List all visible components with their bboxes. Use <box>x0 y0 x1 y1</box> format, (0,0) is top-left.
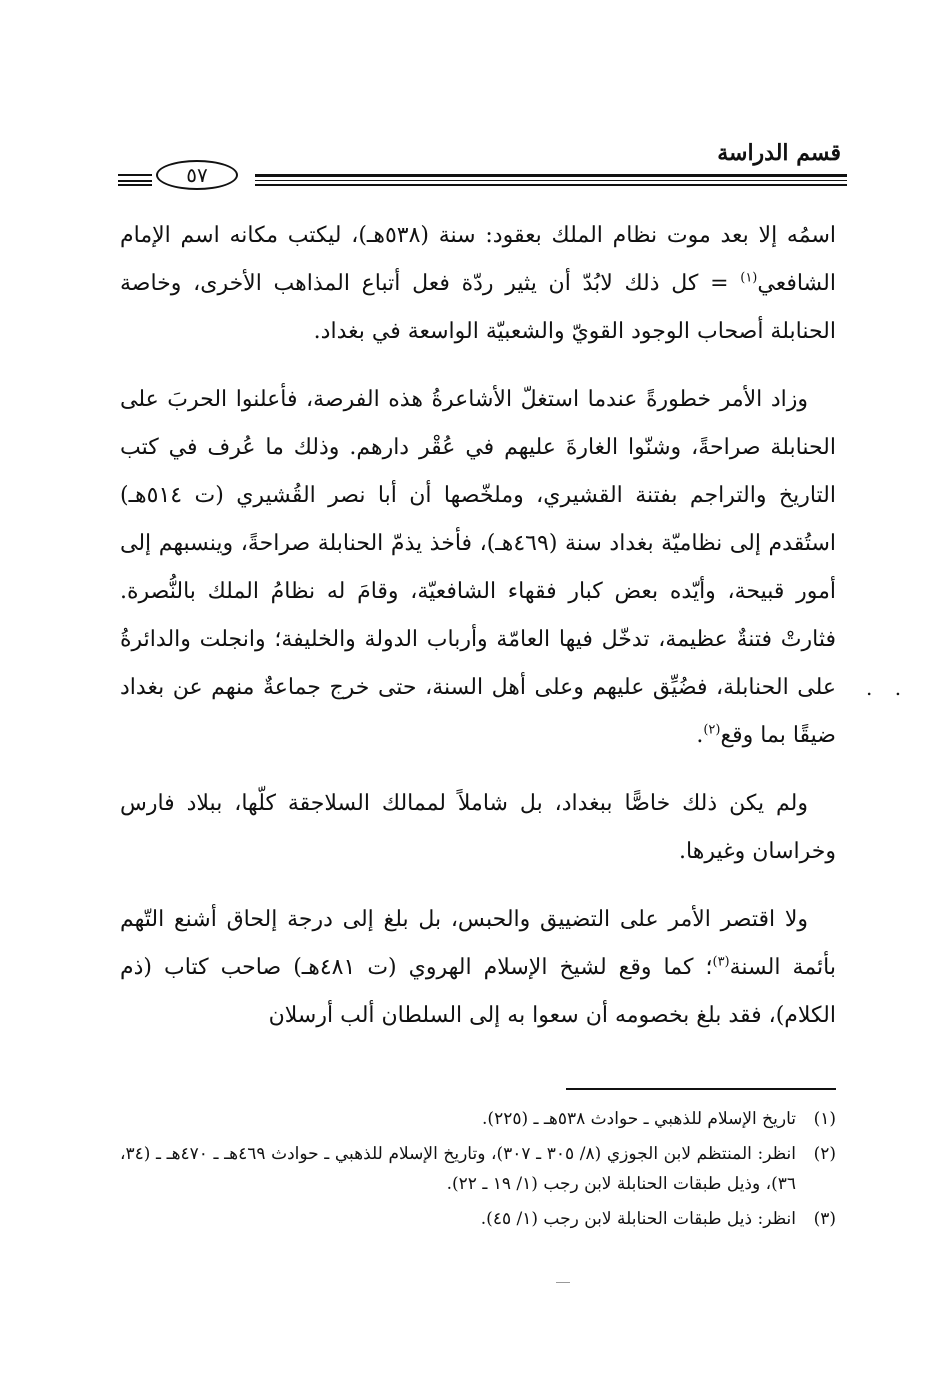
paragraph-text: . <box>696 723 704 748</box>
paragraph-4 <box>120 896 836 1040</box>
header-rule <box>118 174 152 176</box>
paragraph-text: = كل ذلك لابُدّ أن يثير ردّة فعل أتباع المذاهب الأخرى، وخاصة الحنابلة أصحاب الوجود القويّ والشعبيّة الواسعة في بغداد. <box>120 271 836 344</box>
footnote-separator <box>566 1088 836 1090</box>
paragraph-2 <box>120 376 836 760</box>
paragraph-text: ولا اقتصر الأمر على التضييق والحبس، بل بلغ إلى درجة إلحاق أشنع التّهم بأئمة السنة <box>120 907 836 980</box>
footnote-number: (٢) <box>813 1144 836 1164</box>
footnote-ref-3[interactable]: (٣) <box>712 954 730 970</box>
header-rule <box>255 180 847 181</box>
footnote-ref-2[interactable]: (٢) <box>703 722 721 738</box>
page-number: ٥٧ <box>156 160 238 190</box>
header-rule <box>255 174 847 177</box>
margin-mark: . . <box>866 676 910 700</box>
header-rule <box>118 184 152 186</box>
footnote-2 <box>120 1139 836 1199</box>
footnote-1 <box>120 1104 836 1134</box>
footnote-3 <box>120 1204 836 1234</box>
footnotes <box>120 1104 836 1239</box>
paragraph-3: ولم يكن ذلك خاصًّا ببغداد، بل شاملاً لممالك السلاجقة كلّها، ببلاد فارس وخراسان وغيرها. <box>120 791 836 864</box>
footnote-ref-1[interactable]: (١) <box>740 270 758 286</box>
scan-mark <box>556 1282 570 1283</box>
header-rule <box>255 184 847 186</box>
paragraph-1 <box>120 212 836 356</box>
footnote-number: (١) <box>813 1109 836 1129</box>
body-text <box>120 212 836 1060</box>
footnote-number: (٣) <box>813 1209 836 1229</box>
footnote-text: انظر: المنتظم لابن الجوزي (٨/ ٣٠٥ ـ ٣٠٧)، وتاريخ الإسلام للذهبي ـ حوادث ٤٦٩هـ ـ ٤٧٠هـ ـ (٣٤، ٣٦)، وذيل طبقات الحنابلة لابن رجب (١/ ١٩ ـ ٢٢). <box>120 1144 796 1194</box>
paragraph-text: ؛ كما وقع لشيخ الإسلام الهروي (ت ٤٨١هـ) صاحب كتاب (ذم الكلام)، فقد بلغ بخصومه أن سعوا به إلى السلطان ألب أرسلان <box>120 955 836 1028</box>
paragraph-text: وزاد الأمر خطورةً عندما استغلّ الأشاعرةُ هذه الفرصة، فأعلنوا الحربَ على الحنابلة صراحةً، وشنّوا الغارةَ عليهم في عُقْر دارهم. وذلك ما عُرف في كتب التاريخ والتراجم بفتنة القشيري، وملخّصها أن أبا نصر القُشيري (ت ٥١٤هـ) استُقدم إلى نظاميّة بغداد سنة (٤٦٩هـ)، فأخذ يذمّ الحنابلة صراحةً، وينسبهم إلى أمور قبيحة، وأيّده بعض كبار فقهاء الشافعيّة، وقامَ له نظامُ الملك بالنُّصرة. فثارتْ فتنةٌ عظيمة، تدخّل فيها العامّة وأرباب الدولة والخليفة؛ وانجلت والدائرةُ على الحنابلة، فضُيِّق عليهم وعلى أهل السنة، حتى خرج جماعةٌ منهم عن بغداد ضيقًا بما وقع <box>120 387 837 748</box>
footnote-text: تاريخ الإسلام للذهبي ـ حوادث ٥٣٨هـ ـ (٢٢٥). <box>482 1109 796 1129</box>
footnote-text: انظر: ذيل طبقات الحنابلة لابن رجب (١/ ٤٥). <box>480 1209 796 1229</box>
paragraph-text: اسمُه إلا بعد موت نظام الملك بعقود: سنة (٥٣٨هـ)، ليكتب مكانه اسم الإمام الشافعي <box>120 223 836 296</box>
header-rule <box>118 180 152 182</box>
section-title: قسم الدراسة <box>717 140 841 166</box>
